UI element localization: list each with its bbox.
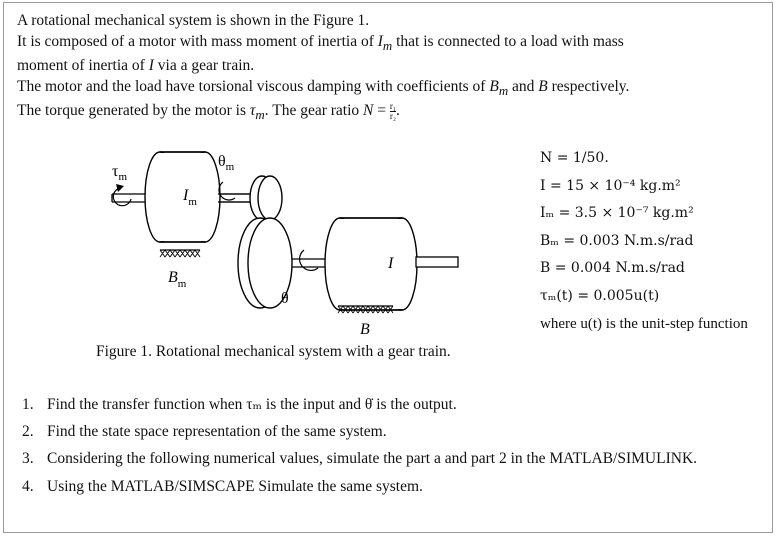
motor-damper-hatch: [160, 250, 200, 257]
symbol-Bm: B: [489, 77, 499, 95]
param-tau-m: τₘ(t) = 0.005u(t): [540, 287, 660, 304]
figure-caption: Figure 1. Rotational mechanical system with a gear train.: [96, 343, 451, 360]
param-I: I = 15 × 10⁻⁴ kg.m²: [540, 177, 681, 194]
label-Bm: $B_m$: [168, 269, 187, 290]
intro-text-2a: It is composed of a motor with mass moment of inertia of: [17, 32, 374, 50]
symbol-Im: I: [377, 32, 383, 50]
fraction-denominator: r₂: [389, 111, 397, 122]
fraction-numerator: r₁: [389, 101, 397, 112]
intro-text-4b: and: [512, 77, 535, 95]
intro-text-5b: . The gear ratio: [264, 102, 360, 120]
param-Im: Iₘ = 3.5 × 10⁻⁷ kg.m²: [540, 205, 694, 222]
question-item: [22, 395, 697, 422]
intro-text-3a: moment of inertia of: [17, 57, 145, 75]
question-text: Find the transfer function when τₘ is the input and θ̇ is the output.: [47, 396, 457, 413]
motor-rotor-mask: [160, 153, 204, 241]
label-B: B: [360, 321, 370, 338]
parameter-list: [540, 148, 748, 341]
label-I: I: [388, 255, 394, 272]
question-number: 4.: [22, 477, 34, 495]
intro-text-4c: respectively.: [551, 77, 630, 95]
symbol-B: B: [538, 77, 548, 95]
question-text: Using the MATLAB/SIMSCAPE Simulate the same system.: [47, 477, 423, 495]
label-Im: $I_m$: [183, 187, 197, 208]
param-note: where u(t) is the unit-step function: [540, 315, 748, 332]
intro-text-2b: that is connected to a load with mass: [396, 32, 624, 50]
question-item: [22, 422, 697, 449]
load-output-shaft: [416, 257, 458, 267]
pinion-gear-back: [258, 176, 282, 220]
intro-period: .: [396, 102, 400, 120]
question-item: [22, 449, 697, 476]
equals-sign: =: [377, 102, 386, 120]
symbol-tau-sub: m: [255, 107, 265, 123]
symbol-Im-sub: m: [382, 37, 393, 53]
question-number: 2.: [22, 423, 34, 441]
intro-text-4a: The motor and the load have torsional viscous damping with coefficients of: [17, 77, 486, 95]
param-B: B = 0.004 N.m.s/rad: [540, 260, 685, 277]
symbol-Bm-sub: m: [498, 82, 509, 98]
question-number: 3.: [22, 450, 34, 468]
question-list: [22, 395, 697, 504]
torque-arrow-icon: [113, 188, 131, 206]
label-theta: θ: [281, 290, 289, 307]
symbol-tau: τ: [249, 102, 256, 120]
label-tau: $\tau_m$: [112, 163, 127, 183]
intro-text-3b: via a gear train.: [157, 57, 255, 75]
intro-text-5a: The torque generated by the motor is: [17, 102, 246, 120]
symbol-N: N: [363, 102, 374, 120]
question-text: Considering the following numerical values, simulate the part a and part 2 in the MATLAB/SIMULINK.: [47, 450, 698, 468]
torque-arrow-head-icon: [116, 184, 124, 192]
param-Bm: Bₘ = 0.003 N.m.s/rad: [540, 232, 694, 249]
label-theta-m: $\theta_m$: [218, 153, 235, 173]
intro-text-1: A rotational mechanical system is shown in the Figure 1.: [17, 12, 370, 29]
question-text: Find the state space representation of the same system.: [47, 423, 387, 441]
param-N: N = 1/50.: [540, 150, 609, 166]
symbol-I: I: [148, 57, 154, 75]
theta-m-arrow-icon: [219, 182, 235, 200]
question-item: [22, 477, 697, 504]
question-number: 1.: [22, 396, 34, 413]
